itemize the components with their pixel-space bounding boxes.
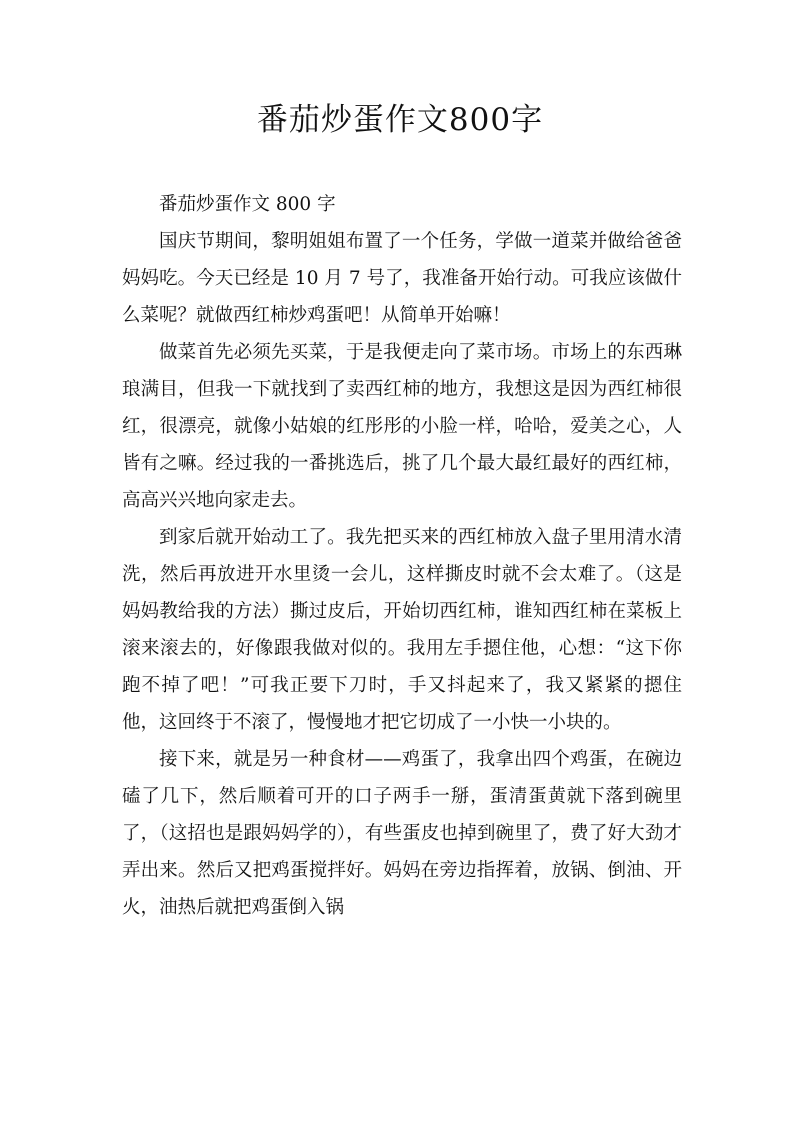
paragraph-1: 国庆节期间，黎明姐姐布置了一个任务，学做一道菜并做给爸爸妈妈吃。今天已经是 10 月 7 号了，我准备开始行动。可我应该做什么菜呢？就做西红柿炒鸡蛋吧！从简单开始嘛！ xyxy=(122,231,682,326)
paragraph-2: 做菜首先必须先买菜，于是我便走向了菜市场。市场上的东西琳琅满目，但我一下就找到了卖西红柿的地方，我想这是因为西红柿很红，很漂亮，就像小姑娘的红彤彤的小脸一样，哈哈，爱美之心，人皆有之嘛。经过我的一番挑选后，挑了几个最大最红最好的西红柿，高高兴兴地向家走去。 xyxy=(122,342,682,511)
document-body xyxy=(122,186,682,926)
paragraph-3: 到家后就开始动工了。我先把买来的西红柿放入盘子里用清水清洗，然后再放进开水里烫一会儿，这样撕皮时就不会太难了。（这是妈妈教给我的方法）撕过皮后，开始切西红柿，谁知西红柿在菜板上滚来滚去的，好像跟我做对似的。我用左手摁住他，心想：“这下你跑不掉了吧！”可我正要下刀时，手又抖起来了，我又紧紧的摁住他，这回终于不滚了，慢慢地才把它切成了一小快一小块的。 xyxy=(122,527,682,733)
document-subtitle: 番茄炒蛋作文 800 字 xyxy=(159,194,336,215)
document-title: 番茄炒蛋作文800字 xyxy=(256,102,544,138)
paragraph-4: 接下来，就是另一种食材——鸡蛋了，我拿出四个鸡蛋，在碗边磕了几下，然后顺着可开的口子两手一掰，蛋清蛋黄就下落到碗里了，（这招也是跟妈妈学的），有些蛋皮也掉到碗里了，费了好大劲才弄出来。然后又把鸡蛋搅拌好。妈妈在旁边指挥着，放锅、倒油、开火，油热后就把鸡蛋倒入锅 xyxy=(122,749,682,918)
